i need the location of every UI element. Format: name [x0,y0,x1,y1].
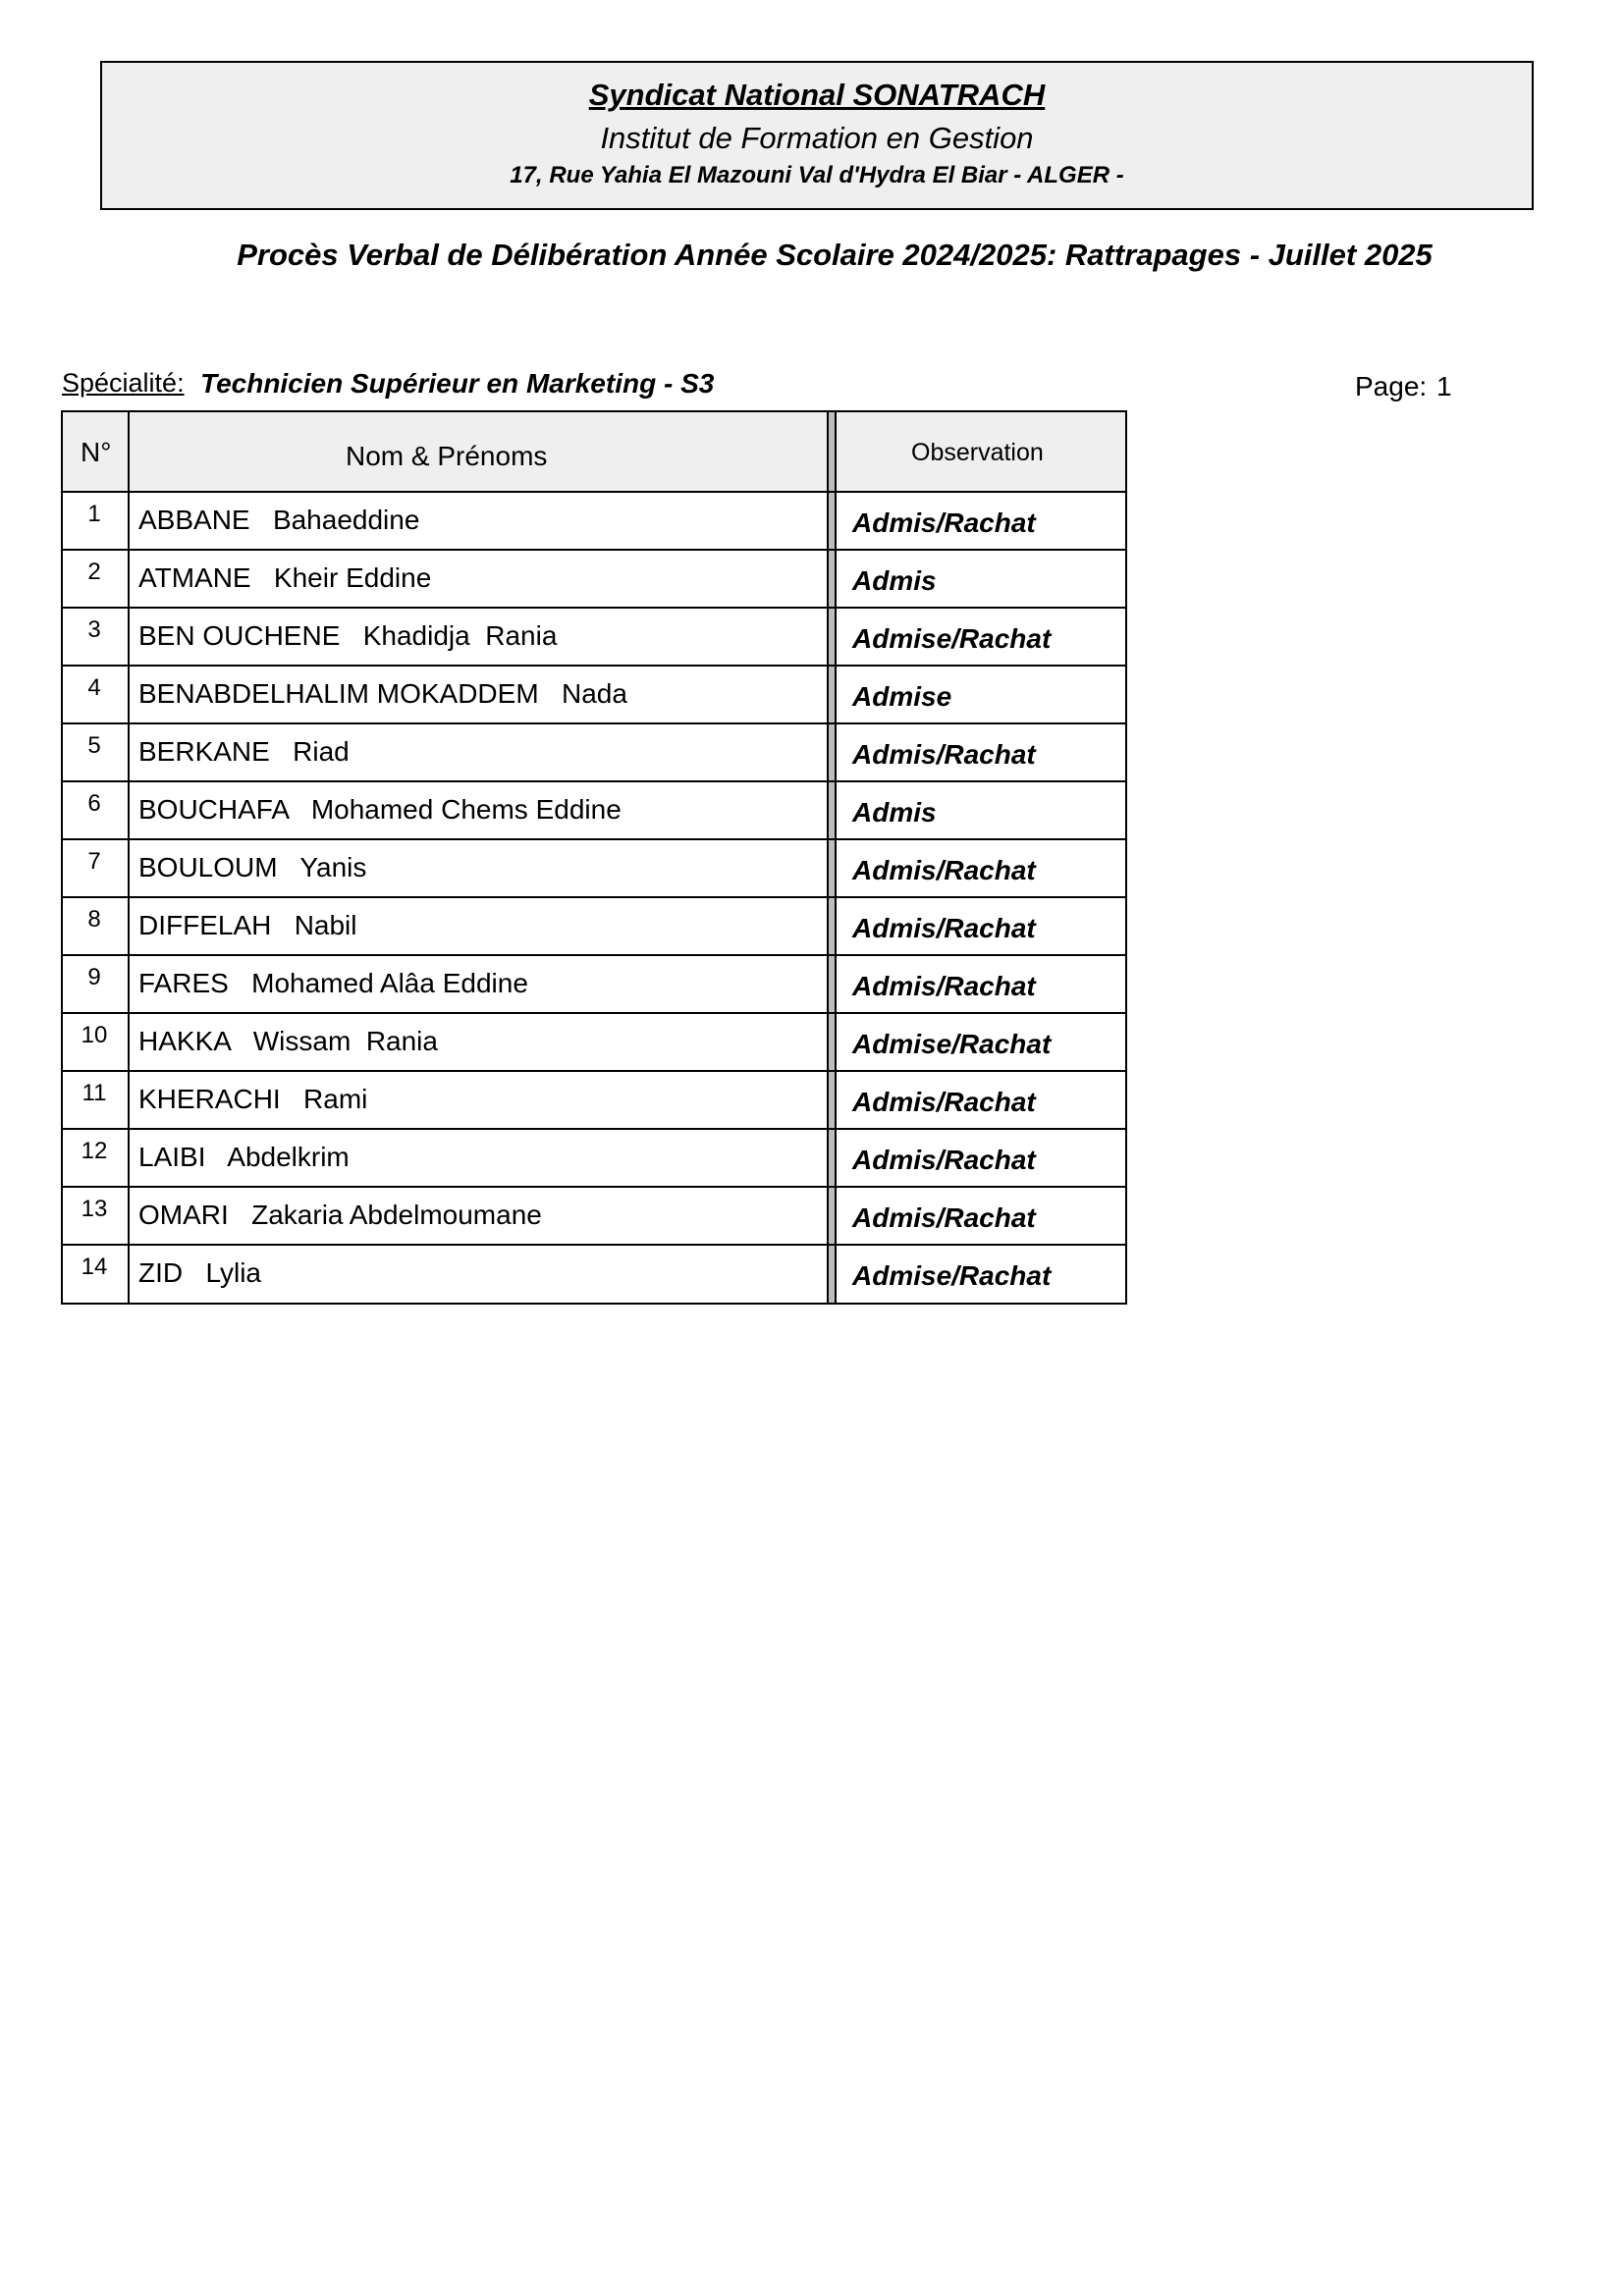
table-row [61,1186,1127,1244]
observation-value: Admis/Rachat [852,1087,1036,1117]
student-name: DIFFELAH Nabil [138,910,357,940]
specialty-label: Spécialité: [62,368,185,398]
observation-value: Admis/Rachat [852,971,1036,1001]
results-table [61,410,1127,1305]
observation-value: Admis [852,565,937,596]
header-box [100,61,1534,210]
document-title: Procès Verbal de Délibération Année Scolaire 2024/2025: Rattrapages - Juillet 2025 [237,238,1433,272]
row-number: 11 [81,1080,107,1106]
table-row [61,780,1127,838]
student-name: BEN OUCHENE Khadidja Rania [138,620,558,651]
institute-address: 17, Rue Yahia El Mazouni Val d'Hydra El Biar - ALGER - [510,162,1124,188]
observation-value: Admise/Rachat [852,623,1052,654]
row-number: 4 [87,674,101,701]
specialty-value: Technicien Supérieur en Marketing - S3 [200,368,715,399]
table-row [61,665,1127,722]
column-header-name: Nom & Prénoms [346,441,548,471]
row-number: 2 [87,559,101,585]
observation-value: Admis/Rachat [852,913,1036,943]
observation-value: Admis/Rachat [852,1202,1036,1233]
row-number: 10 [81,1022,108,1048]
student-name: BOULOUM Yanis [138,852,367,882]
page-label: Page: [1355,371,1428,401]
student-name: HAKKA Wissam Rania [138,1026,438,1056]
table-row [61,1244,1127,1302]
row-number: 14 [81,1254,108,1280]
student-name: BOUCHAFA Mohamed Chems Eddine [138,794,622,825]
row-number: 9 [87,964,101,990]
row-number: 13 [81,1196,108,1222]
table-row [61,1128,1127,1186]
observation-value: Admis/Rachat [852,507,1036,538]
observation-value: Admise [852,681,952,712]
row-number: 1 [87,501,101,527]
row-number: 7 [87,848,101,875]
observation-value: Admis/Rachat [852,1145,1036,1175]
student-name: ATMANE Kheir Eddine [138,562,432,593]
page-number: 1 [1436,371,1452,401]
observation-value: Admis/Rachat [852,739,1036,770]
table-row [61,1070,1127,1128]
observation-value: Admis/Rachat [852,855,1036,885]
student-name: ZID Lylia [138,1257,261,1288]
row-number: 12 [81,1138,108,1164]
student-name: FARES Mohamed Alâa Eddine [138,968,528,998]
row-number: 6 [87,790,101,817]
observation-value: Admise/Rachat [852,1029,1052,1059]
row-number: 5 [87,732,101,759]
table-row [61,896,1127,954]
student-name: BENABDELHALIM MOKADDEM Nada [138,678,627,709]
table-row [61,549,1127,607]
student-name: BERKANE Riad [138,736,350,767]
table-row [61,607,1127,665]
student-name: OMARI Zakaria Abdelmoumane [138,1200,542,1230]
organization-name: Syndicat National SONATRACH [588,78,1046,112]
student-name: LAIBI Abdelkrim [138,1142,350,1172]
column-header-observation: Observation [911,439,1044,466]
table-row [61,491,1127,549]
table-row [61,1012,1127,1070]
column-header-number: N° [81,437,112,467]
observation-value: Admise/Rachat [852,1260,1052,1291]
student-name: ABBANE Bahaeddine [138,505,420,535]
table-row [61,722,1127,780]
table-row [61,954,1127,1012]
row-number: 3 [87,616,101,643]
institute-name: Institut de Formation en Gestion [600,121,1034,155]
observation-value: Admis [852,797,937,828]
row-number: 8 [87,906,101,933]
table-row [61,838,1127,896]
student-name: KHERACHI Rami [138,1084,368,1114]
